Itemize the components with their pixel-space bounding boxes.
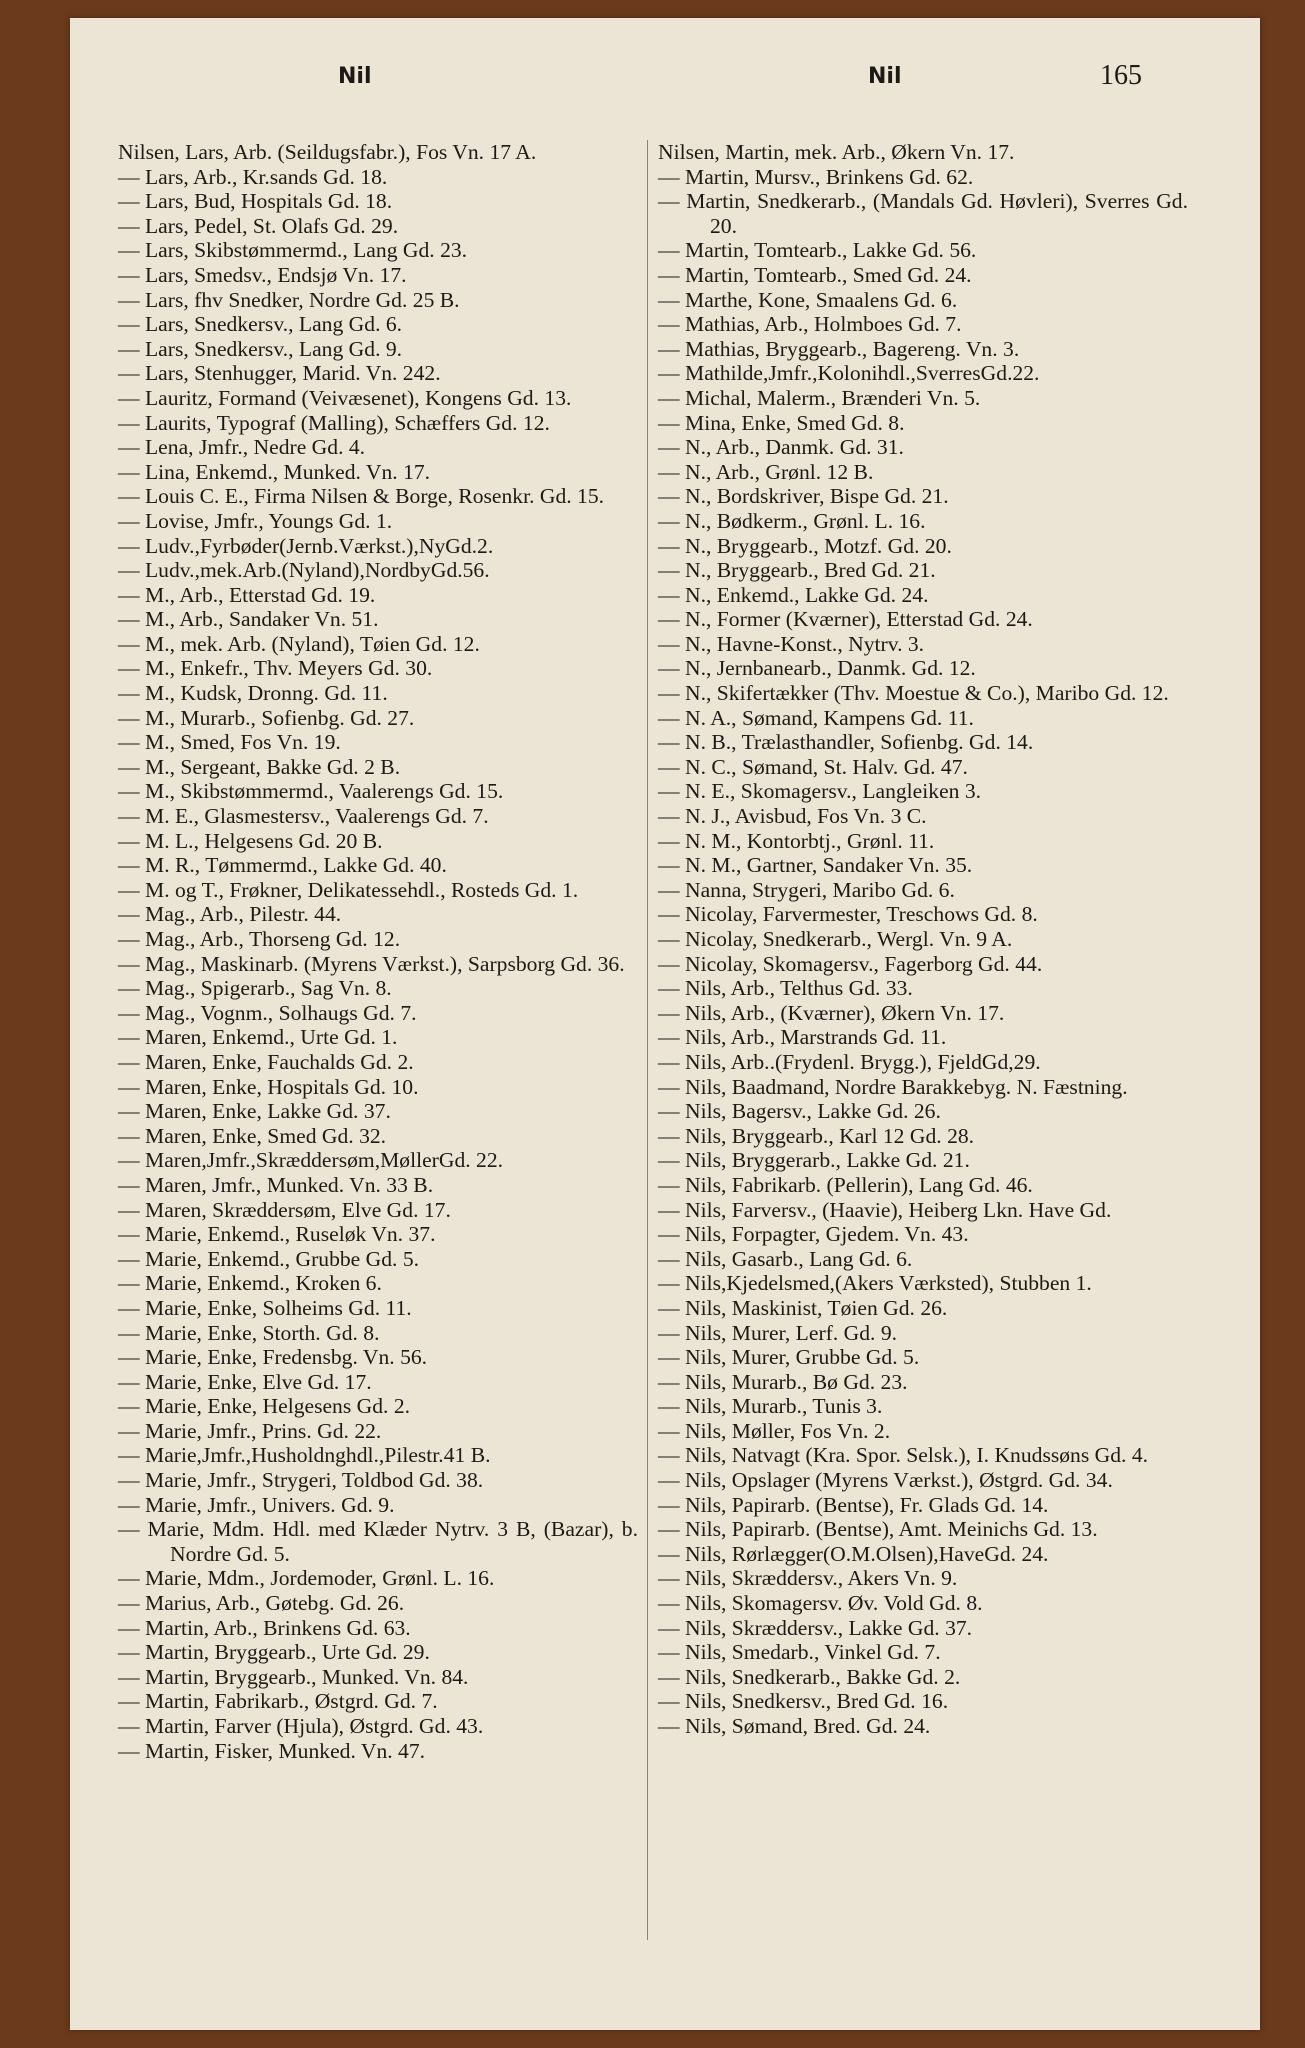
directory-entry: — N., Bryggearb., Motzf. Gd. 20. [658, 533, 952, 558]
directory-entry: — Mag., Arb., Pilestr. 44. [118, 902, 342, 927]
directory-entry: — Martin, Farver (Hjula), Østgrd. Gd. 43. [118, 1714, 484, 1738]
directory-entry: — Marie, Jmfr., Strygeri, Toldbod Gd. 38. [118, 1468, 484, 1493]
directory-entry: — N. M., Kontorbtj., Grønl. 11. [658, 828, 935, 853]
directory-entry: — Nils, Baadmand, Nordre Barakkebyg. N. Fæstning. [658, 1074, 1128, 1099]
directory-entry: — Marie, Enke, Fredensbg. Vn. 56. [118, 1345, 428, 1370]
directory-entry: — Nils, Farversv., (Haavie), Heiberg Lkn. Have Gd. [658, 1197, 1112, 1222]
directory-entry: — Nils, Murarb., Bø Gd. 23. [658, 1369, 908, 1394]
directory-entry: — N., Arb., Grønl. 12 B. [658, 459, 874, 484]
directory-entry: — Martin, Arb., Brinkens Gd. 63. [118, 1615, 411, 1640]
directory-entry: — Nils, Møller, Fos Vn. 2. [658, 1418, 891, 1443]
directory-entry: — N., Bødkerm., Grønl. L. 16. [658, 508, 926, 533]
directory-entry: — Lars, Snedkersv., Lang Gd. 6. [118, 312, 403, 337]
directory-entry: — Maren, Skræddersøm, Elve Gd. 17. [118, 1197, 451, 1222]
directory-entry: — M., Enkefr., Thv. Meyers Gd. 30. [118, 656, 433, 681]
directory-entry: — Marie, Enke, Solheims Gd. 11. [118, 1295, 412, 1320]
directory-entry: — Martin, Fisker, Munked. Vn. 47. [118, 1738, 426, 1763]
directory-entry: — Marthe, Kone, Smaalens Gd. 6. [658, 287, 958, 312]
directory-entry: — N. E., Skomagersv., Langleiken 3. [658, 779, 982, 804]
directory-entry: — Nils, Papirarb. (Bentse), Amt. Meinichs Gd. 13. [658, 1517, 1098, 1542]
directory-entry: — Lovise, Jmfr., Youngs Gd. 1. [118, 508, 393, 533]
directory-entry: Nilsen, Lars, Arb. (Seildugsfabr.), Fos Vn. 17 A. [118, 140, 537, 164]
directory-entry: — M., mek. Arb. (Nyland), Tøien Gd. 12. [118, 631, 480, 656]
directory-entry: — Nils, Opslager (Myrens Værkst.), Østgrd. Gd. 34. [658, 1468, 1113, 1493]
left-column [118, 140, 638, 1763]
directory-entry: — Nils, Arb., (Kværner), Økern Vn. 17. [658, 1000, 1005, 1025]
directory-entry: — N., Arb., Danmk. Gd. 31. [658, 435, 904, 460]
directory-entry: — Martin, Tomtearb., Smed Gd. 24. [658, 262, 972, 287]
directory-entry: — Nils, Skomagersv. Øv. Vold Gd. 8. [658, 1591, 983, 1616]
directory-entry: — Marie, Enkemd., Ruseløk Vn. 37. [118, 1222, 436, 1247]
directory-entry: — Marius, Arb., Gøtebg. Gd. 26. [118, 1591, 405, 1616]
directory-entry: — Nils, Bryggearb., Karl 12 Gd. 28. [658, 1123, 975, 1148]
directory-entry: — M. L., Helgesens Gd. 20 B. [118, 828, 383, 853]
directory-entry: — Martin, Mursv., Brinkens Gd. 62. [658, 164, 974, 189]
directory-entry: — M., Sergeant, Bakke Gd. 2 B. [118, 754, 401, 779]
directory-entry: — Nicolay, Skomagersv., Fagerborg Gd. 44. [658, 951, 1043, 976]
directory-entry: — Louis C. E., Firma Nilsen & Borge, Rosenkr. Gd. 15. [118, 484, 605, 509]
directory-entry: — N. A., Sømand, Kampens Gd. 11. [658, 705, 974, 730]
directory-entry: — M., Smed, Fos Vn. 19. [118, 730, 341, 755]
directory-entry: — Lars, Smedsv., Endsjø Vn. 17. [118, 262, 407, 287]
directory-entry: — M., Murarb., Sofienbg. Gd. 27. [118, 705, 415, 730]
directory-entry: — Nils, Bryggerarb., Lakke Gd. 21. [658, 1148, 970, 1173]
directory-entry: — Nils, Murer, Lerf. Gd. 9. [658, 1320, 898, 1345]
column-divider [647, 140, 648, 1940]
directory-entry: — Mathilde,Jmfr.,Kolonihdl.,SverresGd.22. [658, 361, 1040, 386]
directory-entry: — Nils, Arb., Telthus Gd. 33. [658, 976, 913, 1001]
directory-entry: — Nils, Skræddersv., Akers Vn. 9. [658, 1566, 958, 1591]
directory-entry: — Maren, Enke, Lakke Gd. 37. [118, 1099, 391, 1124]
directory-entry: — M., Kudsk, Dronng. Gd. 11. [118, 681, 388, 706]
directory-entry: — Nils, Murer, Grubbe Gd. 5. [658, 1345, 920, 1370]
directory-entry: — Mag., Maskinarb. (Myrens Værkst.), Sarpsborg Gd. 36. [118, 951, 625, 976]
directory-entry: — Lauritz, Formand (Veivæsenet), Kongens Gd. 13. [118, 385, 572, 410]
directory-entry: — N., Bordskriver, Bispe Gd. 21. [658, 484, 949, 509]
directory-entry: — Maren, Enke, Hospitals Gd. 10. [118, 1074, 419, 1099]
directory-entry: — M. R., Tømmermd., Lakke Gd. 40. [118, 853, 447, 878]
directory-entry: — Ludv.,mek.Arb.(Nyland),NordbyGd.56. [118, 558, 490, 583]
directory-entry: — Nils, Natvagt (Kra. Spor. Selsk.), I. Knudssøns Gd. 4. [658, 1443, 1149, 1468]
directory-entry: — Marie, Jmfr., Prins. Gd. 22. [118, 1418, 382, 1443]
directory-entry: — N., Skifertækker (Thv. Moestue & Co.), Maribo Gd. 12. [658, 681, 1169, 706]
header-center-word: Nil [868, 64, 902, 89]
directory-entry: — M., Skibstømmermd., Vaalerengs Gd. 15. [118, 779, 504, 804]
directory-entry: — Ludv.,Fyrbøder(Jernb.Værkst.),NyGd.2. [118, 533, 494, 558]
directory-entry: — Nicolay, Farvermester, Treschows Gd. 8. [658, 902, 1038, 927]
directory-entry: — M., Arb., Sandaker Vn. 51. [118, 607, 379, 632]
directory-entry: — Marie, Enke, Storth. Gd. 8. [118, 1320, 380, 1345]
directory-entry: — Nils, Skræddersv., Lakke Gd. 37. [658, 1615, 973, 1640]
directory-entry: — Lena, Jmfr., Nedre Gd. 4. [118, 435, 366, 460]
directory-entry: — Martin, Bryggearb., Munked. Vn. 84. [118, 1664, 469, 1689]
directory-entry: — Nils, Sømand, Bred. Gd. 24. [658, 1714, 931, 1738]
directory-entry: — Michal, Malerm., Brænderi Vn. 5. [658, 385, 981, 410]
directory-entry: — Lars, Arb., Kr.sands Gd. 18. [118, 164, 388, 189]
directory-entry: — Maren, Enke, Smed Gd. 32. [118, 1123, 387, 1148]
directory-entry: — Nils, Forpagter, Gjedem. Vn. 43. [658, 1222, 969, 1247]
directory-entry: — Marie,Jmfr.,Husholdnghdl.,Pilestr.41 B. [118, 1443, 491, 1468]
header-left-word: Nil [338, 64, 372, 89]
directory-entry: — Martin, Snedkerarb., (Mandals Gd. Høvleri), Sverres Gd. 20. [658, 189, 1188, 238]
directory-entry: — Mathias, Bryggearb., Bagereng. Vn. 3. [658, 336, 1020, 361]
directory-entry: — N., Jernbanearb., Danmk. Gd. 12. [658, 656, 976, 681]
directory-entry: — Martin, Fabrikarb., Østgrd. Gd. 7. [118, 1689, 438, 1714]
directory-entry: — Mina, Enke, Smed Gd. 8. [658, 410, 905, 435]
directory-entry: — Nils, Snedkersv., Bred Gd. 16. [658, 1689, 949, 1714]
directory-entry: Nilsen, Martin, mek. Arb., Økern Vn. 17. [658, 140, 1015, 164]
directory-entry: — Mag., Spigerarb., Sag Vn. 8. [118, 976, 392, 1001]
directory-entry: — N., Bryggearb., Bred Gd. 21. [658, 558, 936, 583]
directory-entry: — Maren, Enkemd., Urte Gd. 1. [118, 1025, 398, 1050]
directory-entry: — Nanna, Strygeri, Maribo Gd. 6. [658, 877, 955, 902]
directory-entry: — Nils, Arb., Marstrands Gd. 11. [658, 1025, 947, 1050]
directory-entry: — Marie, Jmfr., Univers. Gd. 9. [118, 1492, 395, 1517]
directory-entry: — N. B., Trælasthandler, Sofienbg. Gd. 14. [658, 730, 1034, 755]
directory-page [70, 18, 1260, 2030]
directory-entry: — Lars, Skibstømmermd., Lang Gd. 23. [118, 238, 468, 263]
directory-entry: — Nils,Kjedelsmed,(Akers Værksted), Stubben 1. [658, 1271, 1092, 1296]
directory-entry: — Nils, Gasarb., Lang Gd. 6. [658, 1246, 913, 1271]
directory-entry: — Lars, Bud, Hospitals Gd. 18. [118, 189, 393, 214]
directory-entry: — Marie, Mdm. Hdl. med Klæder Nytrv. 3 B, (Bazar), b. Nordre Gd. 5. [118, 1517, 638, 1566]
right-column [658, 140, 1188, 1739]
directory-entry: — M. og T., Frøkner, Delikatessehdl., Rosteds Gd. 1. [118, 877, 579, 902]
directory-entry: — Marie, Enkemd., Kroken 6. [118, 1271, 382, 1296]
directory-entry: — Nicolay, Snedkerarb., Wergl. Vn. 9 A. [658, 927, 1013, 951]
directory-entry: — Marie, Enke, Helgesens Gd. 2. [118, 1394, 411, 1419]
directory-entry: — Maren,Jmfr.,Skræddersøm,MøllerGd. 22. [118, 1148, 504, 1173]
directory-entry: — Nils, Murarb., Tunis 3. [658, 1394, 883, 1419]
directory-entry: — M., Arb., Etterstad Gd. 19. [118, 582, 376, 607]
directory-entry: — N., Former (Kværner), Etterstad Gd. 24. [658, 607, 1033, 632]
directory-entry: — Nils, Arb..(Frydenl. Brygg.), FjeldGd,29. [658, 1049, 1041, 1074]
directory-entry: — N., Enkemd., Lakke Gd. 24. [658, 582, 929, 607]
directory-entry: — Lars, Snedkersv., Lang Gd. 9. [118, 336, 403, 361]
directory-entry: — Lars, Pedel, St. Olafs Gd. 29. [118, 213, 399, 238]
directory-entry: — Nils, Bagersv., Lakke Gd. 26. [658, 1099, 941, 1124]
directory-entry: — Marie, Mdm., Jordemoder, Grønl. L. 16. [118, 1566, 495, 1591]
directory-entry: — N. C., Sømand, St. Halv. Gd. 47. [658, 754, 968, 779]
directory-entry: — N. J., Avisbud, Fos Vn. 3 C. [658, 804, 927, 829]
directory-entry: — Lina, Enkemd., Munked. Vn. 17. [118, 459, 431, 484]
directory-entry: — N., Havne-Konst., Nytrv. 3. [658, 631, 925, 656]
directory-entry: — Martin, Tomtearb., Lakke Gd. 56. [658, 238, 977, 263]
directory-entry: — Mag., Arb., Thorseng Gd. 12. [118, 927, 401, 951]
directory-entry: — Maren, Jmfr., Munked. Vn. 33 B. [118, 1172, 434, 1197]
directory-entry: — Lars, fhv Snedker, Nordre Gd. 25 B. [118, 287, 460, 312]
directory-entry: — N. M., Gartner, Sandaker Vn. 35. [658, 853, 973, 878]
page-number: 165 [1100, 60, 1142, 91]
directory-entry: — Nils, Snedkerarb., Bakke Gd. 2. [658, 1664, 961, 1689]
directory-entry: — Nils, Rørlægger(O.M.Olsen),HaveGd. 24. [658, 1541, 1049, 1566]
directory-entry: — Lars, Stenhugger, Marid. Vn. 242. [118, 361, 441, 386]
directory-entry: — Mag., Vognm., Solhaugs Gd. 7. [118, 1000, 417, 1025]
directory-entry: — M. E., Glasmestersv., Vaalerengs Gd. 7. [118, 804, 489, 829]
directory-entry: — Laurits, Typograf (Malling), Schæffers Gd. 12. [118, 410, 550, 435]
directory-entry: — Marie, Enke, Elve Gd. 17. [118, 1369, 372, 1394]
directory-entry: — Nils, Maskinist, Tøien Gd. 26. [658, 1295, 948, 1320]
directory-entry: — Martin, Bryggearb., Urte Gd. 29. [118, 1640, 430, 1665]
directory-entry: — Mathias, Arb., Holmboes Gd. 7. [658, 312, 962, 337]
page-header [70, 60, 1260, 108]
directory-entry: — Marie, Enkemd., Grubbe Gd. 5. [118, 1246, 420, 1271]
directory-entry: — Nils, Smedarb., Vinkel Gd. 7. [658, 1640, 941, 1665]
directory-entry: — Maren, Enke, Fauchalds Gd. 2. [118, 1049, 414, 1074]
directory-entry: — Nils, Fabrikarb. (Pellerin), Lang Gd. 46. [658, 1172, 1033, 1197]
directory-entry: — Nils, Papirarb. (Bentse), Fr. Glads Gd. 14. [658, 1492, 1049, 1517]
